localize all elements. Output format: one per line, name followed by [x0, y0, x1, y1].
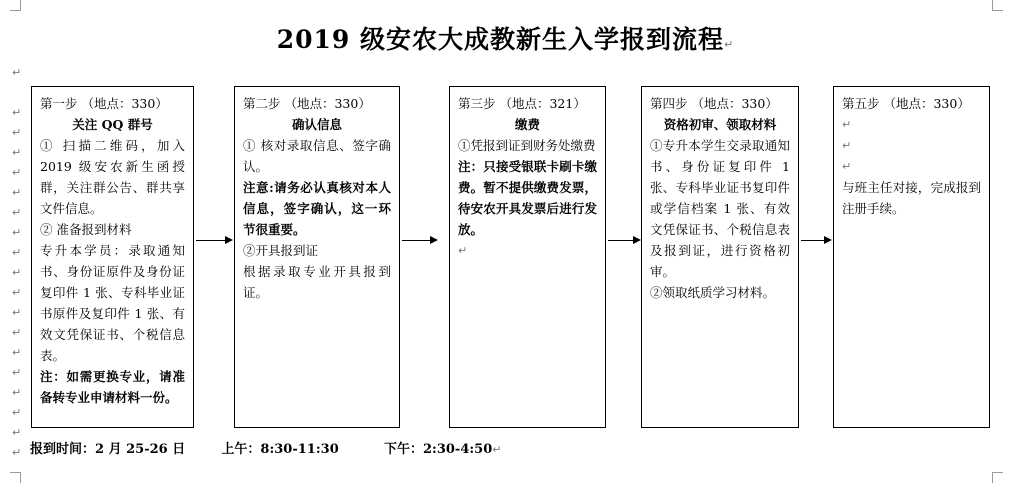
arrow-right-icon	[196, 240, 231, 241]
step-2-subtitle: 确认信息	[291, 117, 342, 132]
arrow-right-icon	[402, 240, 436, 241]
afternoon-hours: 下午：2:30-4:50	[384, 442, 493, 457]
step-4-line-2: ②领取纸质学习材料。	[650, 285, 776, 300]
corner-mark-top-left	[10, 0, 21, 11]
paragraph-mark-icon: ↵	[12, 186, 22, 199]
paragraph-mark-icon: ↵	[12, 246, 22, 259]
step-2-line-1: ① 核对录取信息、签字确认。	[243, 138, 391, 174]
report-time-footer	[30, 438, 502, 457]
paragraph-mark-icon: ↵	[842, 160, 852, 173]
step-1-box	[31, 86, 194, 428]
paragraph-mark-icon: ↵	[12, 386, 22, 399]
step-5-line-1: 与班主任对接，完成报到注册手续。	[842, 180, 981, 216]
step-4-subtitle: 资格初审、领取材料	[663, 117, 777, 132]
step-1-subtitle: 关注 QQ 群号	[72, 117, 153, 132]
step-3-subtitle: 缴费	[514, 117, 540, 132]
arrow-right-icon	[801, 240, 830, 241]
step-4-header: 第四步 （地点：330）	[650, 96, 778, 111]
step-1-line-3: 专升本学员：录取通知书、身份证原件及身份证复印件 1 张、专科毕业证书原件及复印件 1 张、有效文凭保证书、个税信息表。	[40, 243, 185, 363]
paragraph-mark-icon: ↵	[842, 139, 852, 152]
margin-paragraph-marks	[12, 66, 24, 466]
paragraph-mark-icon: ↵	[12, 306, 22, 319]
morning-hours: 上午：8:30-11:30	[221, 442, 339, 457]
paragraph-mark-icon: ↵	[842, 118, 852, 131]
step-2-box	[234, 86, 400, 428]
paragraph-mark-icon: ↵	[12, 286, 22, 299]
step-2-header: 第二步 （地点：330）	[243, 96, 371, 111]
step-3-header: 第三步 （地点：321）	[458, 96, 586, 111]
step-2-note: 注意:请务必认真核对本人信息，签字确认，这一环节很重要。	[243, 180, 391, 237]
paragraph-mark-icon: ↵	[724, 38, 735, 51]
paragraph-mark-icon: ↵	[12, 206, 22, 219]
paragraph-mark-icon: ↵	[12, 166, 22, 179]
step-2-line-3: ②开具报到证	[243, 243, 319, 258]
paragraph-mark-icon: ↵	[492, 443, 502, 456]
report-date: 报到时间：2 月 25-26 日	[30, 442, 186, 457]
step-1-line-2: ② 准备报到材料	[40, 222, 132, 237]
step-4-box	[641, 86, 799, 428]
step-3-box	[449, 86, 606, 428]
step-4-line-1: ①专升本学生交录取通知书、身份证复印件 1 张、专科毕业证书复印件或学信档案 1 张、有效文凭保证书、个税信息表及报到证，进行资格初审。	[650, 138, 790, 279]
step-3-line-1: ①凭报到证到财务处缴费	[458, 138, 596, 153]
step-2-line-4: 根据录取专业开具报到证。	[243, 264, 391, 300]
step-5-header: 第五步 （地点：330）	[842, 96, 970, 111]
paragraph-mark-icon: ↵	[12, 226, 22, 239]
paragraph-mark-icon: ↵	[12, 266, 22, 279]
paragraph-mark-icon: ↵	[458, 244, 468, 257]
paragraph-mark-icon: ↵	[12, 406, 22, 419]
step-1-header: 第一步 （地点：330）	[40, 96, 168, 111]
paragraph-mark-icon: ↵	[12, 126, 22, 139]
step-1-note: 注：如需更换专业，请准备转专业申请材料一份。	[40, 369, 185, 405]
paragraph-mark-icon: ↵	[12, 346, 22, 359]
page-title	[0, 20, 1011, 56]
page-title-text: 2019 级安农大成教新生入学报到流程	[276, 25, 725, 54]
paragraph-mark-icon: ↵	[12, 426, 22, 439]
paragraph-mark-icon: ↵	[12, 146, 22, 159]
paragraph-mark-icon: ↵	[12, 326, 22, 339]
arrow-right-icon	[608, 240, 639, 241]
step-3-note: 注：只接受银联卡刷卡缴费。暂不提供缴费发票，待安农开具发票后进行发放。	[458, 159, 597, 237]
paragraph-mark-icon: ↵	[12, 66, 22, 79]
corner-mark-top-right	[992, 0, 1003, 11]
paragraph-mark-icon: ↵	[12, 446, 22, 459]
step-5-box	[833, 86, 990, 428]
corner-mark-bottom-left	[10, 472, 21, 483]
step-1-line-1: ① 扫描二维码，加入 2019 级安农新生函授群，关注群公告、群共享文件信息。	[40, 138, 185, 216]
corner-mark-bottom-right	[992, 472, 1003, 483]
paragraph-mark-icon: ↵	[12, 366, 22, 379]
paragraph-mark-icon: ↵	[12, 106, 22, 119]
